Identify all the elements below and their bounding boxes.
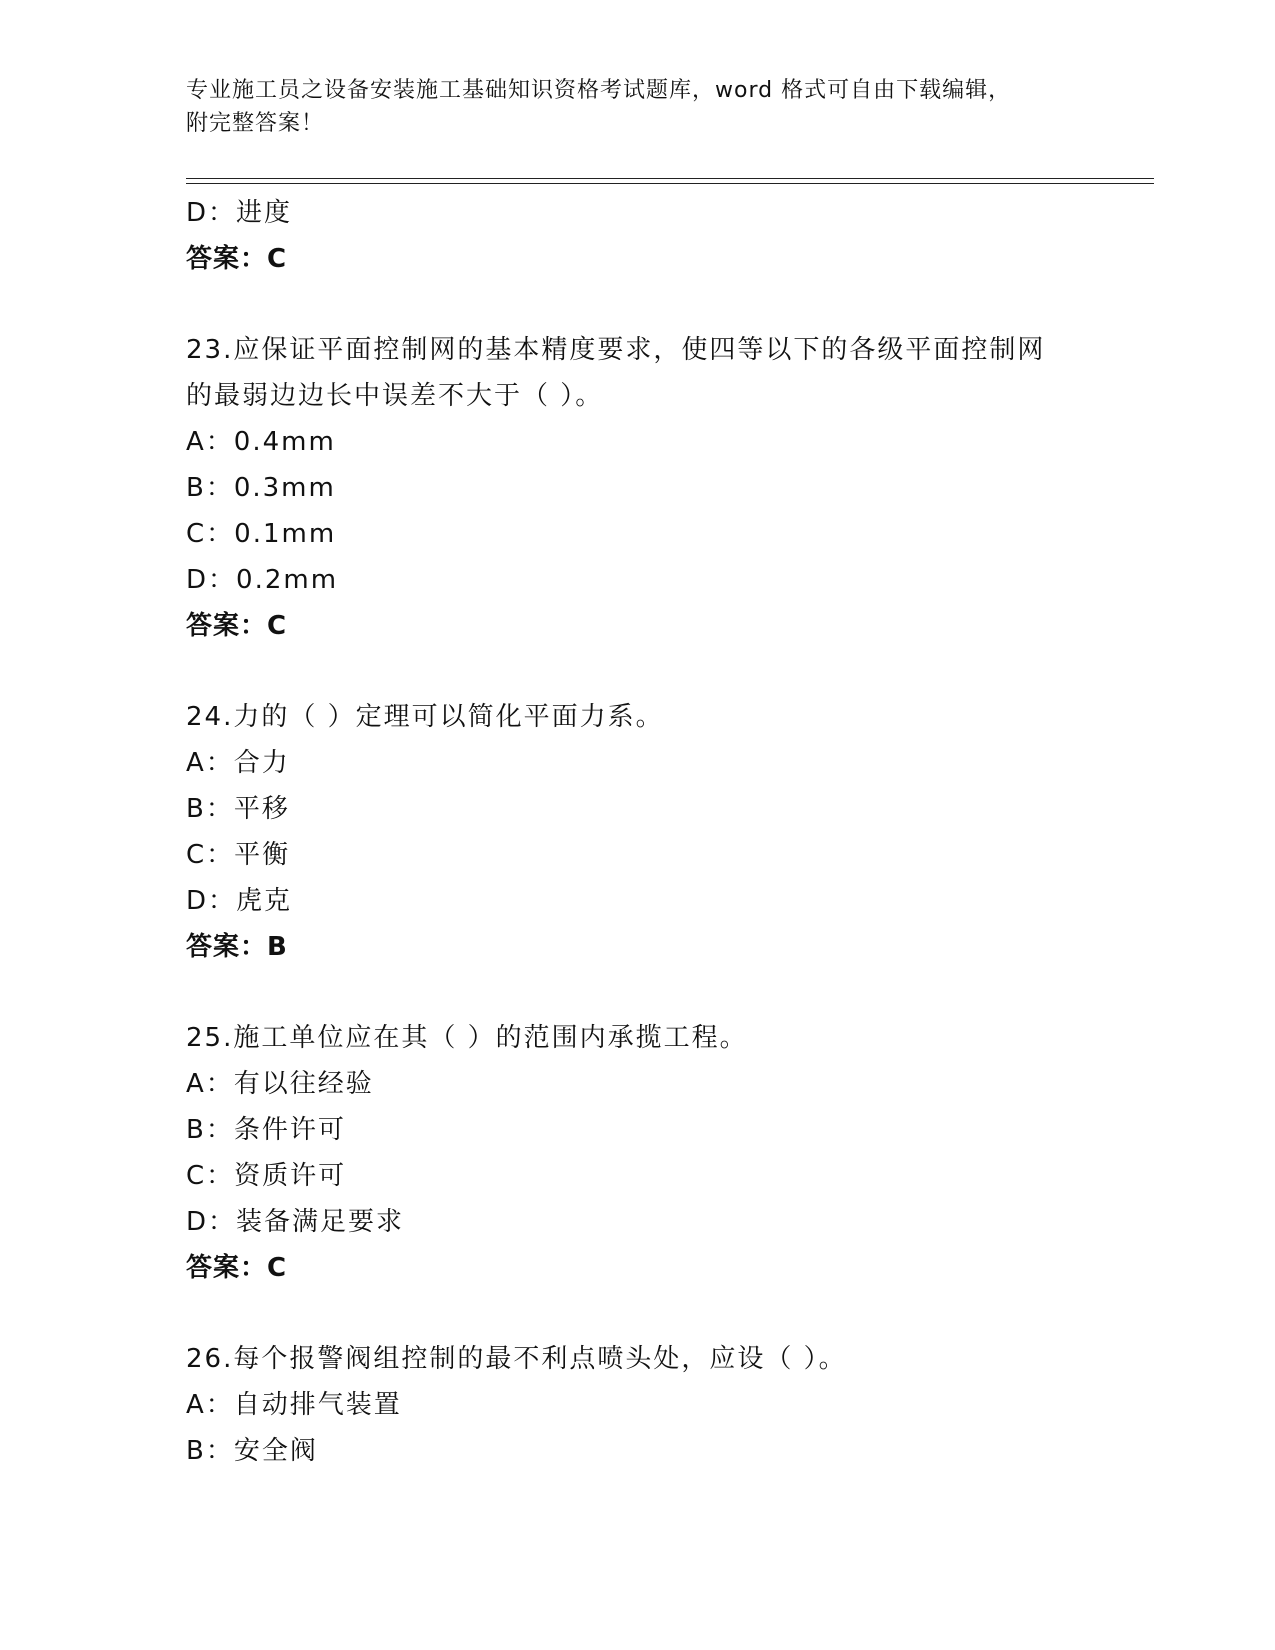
option-c: C：0.1mm	[186, 519, 337, 549]
document-header	[186, 74, 1086, 140]
option-b: B：0.3mm	[186, 473, 336, 503]
option-d: D：0.2mm	[186, 565, 339, 595]
header-line-2: 附完整答案！	[186, 111, 325, 136]
question-25	[186, 1015, 1086, 1291]
question-26	[186, 1336, 1086, 1474]
question-content	[186, 190, 1086, 1474]
option-a: A：自动排气装置	[186, 1390, 402, 1420]
question-text-line: 25.施工单位应在其（ ）的范围内承揽工程。	[186, 1023, 748, 1053]
option-d: D：装备满足要求	[186, 1207, 405, 1237]
header-divider-top	[186, 178, 1154, 179]
spacer	[186, 282, 1086, 327]
question-text-line: 26.每个报警阀组控制的最不利点喷头处，应设（ ）。	[186, 1344, 847, 1374]
question-23	[186, 327, 1086, 649]
answer: 答案：B	[186, 932, 288, 962]
question-text-line: 的最弱边边长中误差不大于（ ）。	[186, 381, 604, 411]
question-24	[186, 694, 1086, 970]
option-a: A：有以往经验	[186, 1069, 374, 1099]
question-text-line: 24.力的（ ）定理可以简化平面力系。	[186, 702, 664, 732]
option-b: B：条件许可	[186, 1115, 346, 1145]
option-c: C：资质许可	[186, 1161, 347, 1191]
option-c: C：平衡	[186, 840, 291, 870]
spacer	[186, 649, 1086, 694]
question-text-line: 23.应保证平面控制网的基本精度要求，使四等以下的各级平面控制网	[186, 335, 1046, 365]
option-a: A：0.4mm	[186, 427, 336, 457]
previous-option-d: D：进度	[186, 198, 293, 228]
header-divider-bottom	[186, 183, 1154, 184]
option-b: B：平移	[186, 794, 290, 824]
option-b: B：安全阀	[186, 1436, 318, 1466]
option-d: D：虎克	[186, 886, 293, 916]
spacer	[186, 970, 1086, 1015]
answer: 答案：C	[186, 611, 288, 641]
option-a: A：合力	[186, 748, 290, 778]
spacer	[186, 1291, 1086, 1336]
answer: 答案：C	[186, 1253, 288, 1283]
previous-answer: 答案：C	[186, 244, 288, 274]
header-line-1: 专业施工员之设备安装施工基础知识资格考试题库，word 格式可自由下载编辑，	[186, 78, 1012, 103]
